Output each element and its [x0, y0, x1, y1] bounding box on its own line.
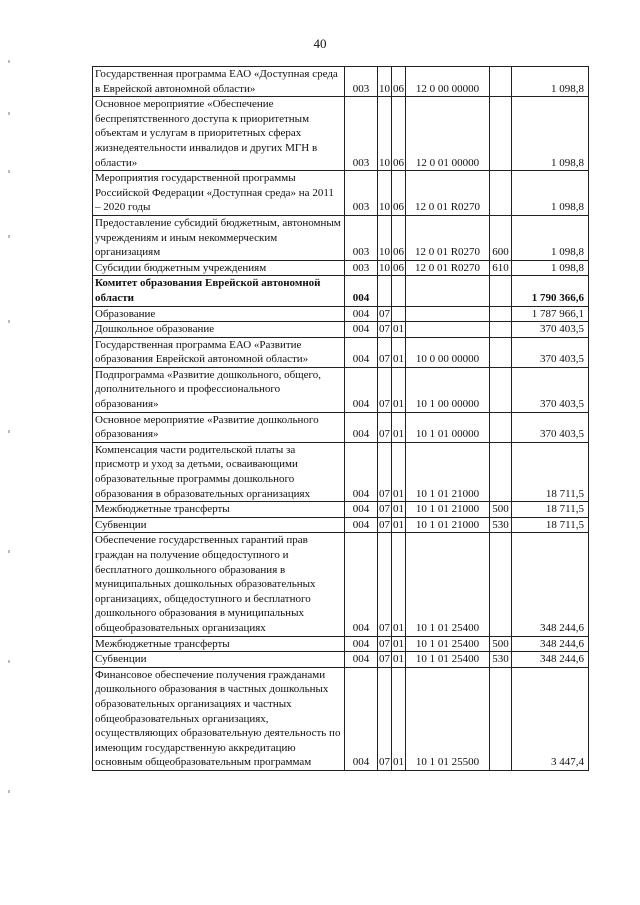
- section-code-cell: 07: [378, 533, 392, 636]
- amount-cell: 1 098,8: [512, 67, 589, 97]
- amount-cell: 370 403,5: [512, 322, 589, 338]
- amount-cell: 3 447,4: [512, 667, 589, 770]
- row-name-cell: Мероприятия государственной программы Российской Федерации «Доступная среда» на 2011 – 2020 годы: [93, 171, 345, 216]
- section-code-cell: 07: [378, 502, 392, 518]
- ministry-code-cell: 004: [345, 517, 378, 533]
- target-article-cell: 12 0 01 R0270: [406, 171, 490, 216]
- subsection-code-cell: 01: [392, 337, 406, 367]
- ministry-code-cell: 004: [345, 322, 378, 338]
- ministry-code-cell: 004: [345, 636, 378, 652]
- expense-type-cell: [490, 337, 512, 367]
- section-code-cell: 07: [378, 652, 392, 668]
- section-code-cell: 10: [378, 215, 392, 260]
- target-article-cell: 10 1 01 21000: [406, 502, 490, 518]
- subsection-code-cell: 06: [392, 260, 406, 276]
- ministry-code-cell: 004: [345, 306, 378, 322]
- target-article-cell: 12 0 01 R0270: [406, 260, 490, 276]
- subsection-code-cell: 06: [392, 215, 406, 260]
- row-name-cell: Основное мероприятие «Обеспечение беспрепятственного доступа к приоритетным объектам и услугам в приоритетных сферах жизнедеятельности инвалидов и других МГН в области»: [93, 97, 345, 171]
- expense-type-cell: 600: [490, 215, 512, 260]
- expense-type-cell: [490, 667, 512, 770]
- table-row: [93, 652, 589, 668]
- section-code-cell: 10: [378, 67, 392, 97]
- table-row: [93, 215, 589, 260]
- row-name-cell: Государственная программа ЕАО «Развитие образования Еврейской автономной области»: [93, 337, 345, 367]
- section-code-cell: [378, 276, 392, 306]
- expense-type-cell: [490, 412, 512, 442]
- expense-type-cell: [490, 306, 512, 322]
- expense-type-cell: [490, 442, 512, 501]
- row-name-cell: Межбюджетные трансферты: [93, 502, 345, 518]
- table-row: [93, 533, 589, 636]
- expense-type-cell: [490, 533, 512, 636]
- subsection-code-cell: 01: [392, 442, 406, 501]
- expense-type-cell: [490, 67, 512, 97]
- row-name-cell: Субвенции: [93, 652, 345, 668]
- subsection-code-cell: 06: [392, 97, 406, 171]
- row-name-cell: Образование: [93, 306, 345, 322]
- row-name-cell: Государственная программа ЕАО «Доступная среда в Еврейской автономной области»: [93, 67, 345, 97]
- ministry-code-cell: 003: [345, 97, 378, 171]
- ministry-code-cell: 004: [345, 442, 378, 501]
- row-name-cell: Субсидии бюджетным учреждениям: [93, 260, 345, 276]
- expense-type-cell: 530: [490, 517, 512, 533]
- amount-cell: 18 711,5: [512, 502, 589, 518]
- row-name-cell: Дошкольное образование: [93, 322, 345, 338]
- section-code-cell: 07: [378, 337, 392, 367]
- ministry-code-cell: 004: [345, 337, 378, 367]
- table-row: [93, 636, 589, 652]
- target-article-cell: 12 0 00 00000: [406, 67, 490, 97]
- section-code-cell: 07: [378, 306, 392, 322]
- ministry-code-cell: 004: [345, 667, 378, 770]
- subsection-code-cell: 01: [392, 652, 406, 668]
- table-row: [93, 67, 589, 97]
- amount-cell: 1 098,8: [512, 215, 589, 260]
- row-name-cell: Обеспечение государственных гарантий прав граждан на получение общедоступного и бесплатного дошкольного образования в муниципальных дошкольных образовательных организациях, общедоступного и бесплатного дошкольного образования в муниципальных общеобразовательных организациях: [93, 533, 345, 636]
- table-row: [93, 322, 589, 338]
- ministry-code-cell: 004: [345, 367, 378, 412]
- table-row: [93, 276, 589, 306]
- subsection-code-cell: [392, 276, 406, 306]
- amount-cell: 18 711,5: [512, 442, 589, 501]
- target-article-cell: 12 0 01 R0270: [406, 215, 490, 260]
- scan-margin-marks: [6, 20, 14, 880]
- table-row: [93, 171, 589, 216]
- row-name-cell: Предоставление субсидий бюджетным, автономным учреждениям и иным некоммерческим организациям: [93, 215, 345, 260]
- ministry-code-cell: 004: [345, 276, 378, 306]
- section-code-cell: 10: [378, 171, 392, 216]
- section-code-cell: 07: [378, 636, 392, 652]
- amount-cell: 1 098,8: [512, 260, 589, 276]
- amount-cell: 1 098,8: [512, 171, 589, 216]
- target-article-cell: [406, 322, 490, 338]
- section-code-cell: 07: [378, 517, 392, 533]
- section-code-cell: 07: [378, 442, 392, 501]
- target-article-cell: 10 1 01 21000: [406, 442, 490, 501]
- amount-cell: 348 244,6: [512, 533, 589, 636]
- section-code-cell: 07: [378, 667, 392, 770]
- target-article-cell: 10 0 00 00000: [406, 337, 490, 367]
- row-name-cell: Комитет образования Еврейской автономной области: [93, 276, 345, 306]
- target-article-cell: [406, 276, 490, 306]
- subsection-code-cell: 01: [392, 533, 406, 636]
- expense-type-cell: [490, 171, 512, 216]
- row-name-cell: Межбюджетные трансферты: [93, 636, 345, 652]
- amount-cell: 370 403,5: [512, 367, 589, 412]
- page-number: 40: [313, 36, 327, 51]
- target-article-cell: 10 1 01 00000: [406, 412, 490, 442]
- amount-cell: 18 711,5: [512, 517, 589, 533]
- row-name-cell: Подпрограмма «Развитие дошкольного, общего, дополнительного и профессионального образования»: [93, 367, 345, 412]
- target-article-cell: 12 0 01 00000: [406, 97, 490, 171]
- target-article-cell: 10 1 01 25500: [406, 667, 490, 770]
- target-article-cell: 10 1 00 00000: [406, 367, 490, 412]
- amount-cell: 348 244,6: [512, 636, 589, 652]
- subsection-code-cell: 06: [392, 171, 406, 216]
- amount-cell: 1 787 966,1: [512, 306, 589, 322]
- amount-cell: 1 098,8: [512, 97, 589, 171]
- target-article-cell: 10 1 01 21000: [406, 517, 490, 533]
- amount-cell: 370 403,5: [512, 412, 589, 442]
- subsection-code-cell: 01: [392, 367, 406, 412]
- table-row: [93, 442, 589, 501]
- table-row: [93, 517, 589, 533]
- target-article-cell: [406, 306, 490, 322]
- table-row: [93, 412, 589, 442]
- expense-type-cell: [490, 97, 512, 171]
- section-code-cell: 10: [378, 97, 392, 171]
- table-row: [93, 306, 589, 322]
- expense-type-cell: 610: [490, 260, 512, 276]
- expense-type-cell: [490, 276, 512, 306]
- subsection-code-cell: [392, 306, 406, 322]
- ministry-code-cell: 004: [345, 412, 378, 442]
- section-code-cell: 07: [378, 412, 392, 442]
- ministry-code-cell: 003: [345, 67, 378, 97]
- row-name-cell: Компенсация части родительской платы за присмотр и уход за детьми, осваивающими образовательные программы дошкольного образования в образовательных организациях: [93, 442, 345, 501]
- table-row: [93, 667, 589, 770]
- expense-type-cell: 530: [490, 652, 512, 668]
- section-code-cell: 07: [378, 367, 392, 412]
- table-row: [93, 260, 589, 276]
- target-article-cell: 10 1 01 25400: [406, 533, 490, 636]
- subsection-code-cell: 01: [392, 322, 406, 338]
- target-article-cell: 10 1 01 25400: [406, 652, 490, 668]
- ministry-code-cell: 004: [345, 502, 378, 518]
- subsection-code-cell: 01: [392, 667, 406, 770]
- ministry-code-cell: 003: [345, 260, 378, 276]
- subsection-code-cell: 01: [392, 412, 406, 442]
- ministry-code-cell: 003: [345, 215, 378, 260]
- section-code-cell: 07: [378, 322, 392, 338]
- subsection-code-cell: 01: [392, 517, 406, 533]
- ministry-code-cell: 004: [345, 652, 378, 668]
- row-name-cell: Финансовое обеспечение получения гражданами дошкольного образования в частных дошкольных образовательных организациях и частных общеобразовательных организациях, осуществляющих образовательную деятельность по имеющим государственную аккредитацию основным общеобразовательным программам: [93, 667, 345, 770]
- budget-table: [92, 66, 589, 771]
- row-name-cell: Субвенции: [93, 517, 345, 533]
- row-name-cell: Основное мероприятие «Развитие дошкольного образования»: [93, 412, 345, 442]
- subsection-code-cell: 01: [392, 636, 406, 652]
- expense-type-cell: [490, 367, 512, 412]
- expense-type-cell: 500: [490, 502, 512, 518]
- expense-type-cell: 500: [490, 636, 512, 652]
- table-row: [93, 502, 589, 518]
- amount-cell: 370 403,5: [512, 337, 589, 367]
- subsection-code-cell: 01: [392, 502, 406, 518]
- table-row: [93, 337, 589, 367]
- table-row: [93, 97, 589, 171]
- expense-type-cell: [490, 322, 512, 338]
- section-code-cell: 10: [378, 260, 392, 276]
- subsection-code-cell: 06: [392, 67, 406, 97]
- target-article-cell: 10 1 01 25400: [406, 636, 490, 652]
- ministry-code-cell: 003: [345, 171, 378, 216]
- amount-cell: 348 244,6: [512, 652, 589, 668]
- amount-cell: 1 790 366,6: [512, 276, 589, 306]
- table-row: [93, 367, 589, 412]
- ministry-code-cell: 004: [345, 533, 378, 636]
